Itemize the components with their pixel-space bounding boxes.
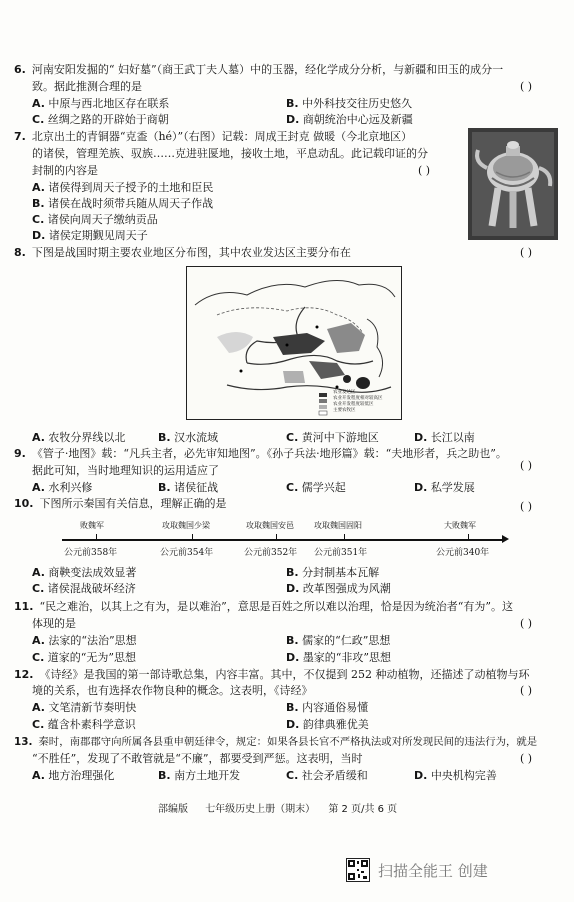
q13-option-a-text: 地方治理强化 bbox=[48, 769, 115, 782]
footer-page-number: 第 2 页/共 6 页 bbox=[328, 804, 398, 815]
q7-option-c[interactable]: C. 诸侯向周天子缴纳贡品 bbox=[32, 213, 158, 226]
q7-text1: 北京出土的青铜器“克盉（hé）”（右图）记载：周成王封克 做暖（今北京地区） bbox=[31, 130, 413, 143]
q13-option-d[interactable]: D. 中央机构完善 bbox=[414, 769, 497, 782]
q8-option-b-text: 汉水流域 bbox=[174, 431, 219, 444]
q10-option-a-text: 商鞅变法成效显著 bbox=[48, 566, 137, 579]
q11-text1: “民之难治，以其上之有为，是以难治”，意思是百姓之所以难以治理，恰是因为统治者“有为”。这 bbox=[39, 600, 513, 613]
q7-option-a[interactable]: A. 诸侯得到周天子授予的土地和臣民 bbox=[32, 181, 214, 194]
q12-option-a-text: 文笔清新节奏明快 bbox=[48, 701, 137, 714]
q13-option-c-text: 社会矛盾缓和 bbox=[301, 769, 368, 782]
q13-option-c[interactable]: C. 社会矛盾缓和 bbox=[286, 769, 368, 782]
bronze-he-vessel-photo bbox=[468, 128, 558, 240]
q12-number: 12. bbox=[14, 668, 34, 681]
timeline-tick bbox=[468, 534, 469, 540]
q13-answer-paren[interactable]: ( ) bbox=[520, 752, 533, 765]
timeline-tick bbox=[276, 534, 277, 540]
q8-option-a[interactable]: A. 农牧分界线以北 bbox=[32, 431, 126, 444]
q10-answer-paren[interactable]: ( ) bbox=[520, 500, 533, 513]
map-legend bbox=[333, 390, 383, 414]
timeline-year-label: 公元前351年 bbox=[314, 548, 368, 558]
q13-option-a[interactable]: A. 地方治理强化 bbox=[32, 769, 115, 782]
timeline-event-label: 攻取魏国安邑 bbox=[246, 521, 294, 530]
q8-option-a-text: 农牧分界线以北 bbox=[48, 431, 126, 444]
q9-stem-line1 bbox=[14, 447, 507, 461]
q11-option-c-text: 道家的“无为”思想 bbox=[47, 651, 137, 664]
q12-option-c-text: 蕴含朴素科学意识 bbox=[47, 718, 136, 731]
q11-option-a-text: 法家的“法治”思想 bbox=[48, 634, 137, 647]
q13-text1: 秦时，南郡郡守向所属各县重申朝廷律令，规定：如果各县长官不严格执法或对所发现民间的违法行为，就是 bbox=[38, 736, 538, 748]
q8-text1: 下图是战国时期主要农业地区分布图，其中农业发达区主要分布在 bbox=[31, 246, 351, 259]
q8-option-d-text: 长江以南 bbox=[430, 431, 475, 444]
q12-stem-line2: 境的关系，也有选择农作物良种的概念。这表明，《诗经》 bbox=[32, 684, 313, 697]
q7-option-a-text: 诸侯得到周天子授予的土地和臣民 bbox=[48, 181, 214, 194]
timeline-tick bbox=[192, 534, 193, 540]
q12-option-b-text: 内容通俗易懂 bbox=[302, 701, 369, 714]
q10-number: 10. bbox=[14, 497, 34, 510]
q6-option-c-text: 丝绸之路的开辟始于商朝 bbox=[47, 113, 169, 126]
q10-option-b-text: 分封制基本瓦解 bbox=[302, 566, 380, 579]
q7-option-b[interactable]: B. 诸侯在战时须带兵随从周天子作战 bbox=[32, 197, 214, 210]
q6-option-a-text: 中原与西北地区存在联系 bbox=[48, 97, 170, 110]
q6-option-d-text: 商朝统治中心远及新疆 bbox=[302, 113, 413, 126]
q6-answer-paren[interactable]: ( ) bbox=[520, 80, 533, 93]
q10-text1: 下图所示秦国有关信息，理解正确的是 bbox=[39, 497, 227, 510]
q11-option-d[interactable]: D. 墨家的“非攻”思想 bbox=[286, 651, 392, 664]
q10-option-d[interactable]: D. 改革图强成为风潮 bbox=[286, 582, 391, 595]
q8-option-b[interactable]: B. 汉水流域 bbox=[158, 431, 219, 444]
q6-option-d[interactable]: D. 商朝统治中心远及新疆 bbox=[286, 113, 413, 126]
q9-option-d[interactable]: D. 私学发展 bbox=[414, 481, 475, 494]
q8-stem bbox=[14, 246, 351, 260]
q11-stem-line2: 体现的是 bbox=[32, 617, 76, 630]
timeline-year-label: 公元前358年 bbox=[64, 548, 118, 558]
q11-number: 11. bbox=[14, 600, 34, 613]
q10-stem bbox=[14, 497, 227, 511]
q9-stem-line2: 据此可知，当时地理知识的运用适应了 bbox=[32, 464, 219, 477]
q7-option-d[interactable]: D. 诸侯定期觐见周天子 bbox=[32, 229, 148, 242]
q13-number: 13. bbox=[14, 736, 33, 748]
q8-option-c[interactable]: C. 黄河中下游地区 bbox=[286, 431, 379, 444]
timeline-event-label: 攻取魏国少梁 bbox=[162, 521, 210, 530]
scanner-watermark: 扫描全能王 创建 bbox=[378, 862, 488, 880]
q6-number: 6. bbox=[14, 63, 26, 76]
q7-stem-line1 bbox=[14, 130, 412, 144]
q7-stem-line3: 封制的内容是 bbox=[32, 164, 98, 177]
q9-option-b-text: 诸侯征战 bbox=[174, 481, 219, 494]
q9-option-d-text: 私学发展 bbox=[430, 481, 475, 494]
q13-stem-line2: “不胜任”，发现了不敢管就是“不廉”，都要受到严惩。这表明，当时 bbox=[32, 752, 363, 765]
q10-option-d-text: 改革图强成为风潮 bbox=[302, 582, 391, 595]
q10-option-c[interactable]: C. 诸侯混战破坏经济 bbox=[32, 582, 136, 595]
q7-number: 7. bbox=[14, 130, 26, 143]
q9-answer-paren[interactable]: ( ) bbox=[520, 459, 533, 472]
q6-option-a[interactable]: A. 中原与西北地区存在联系 bbox=[32, 97, 170, 110]
q6-stem-line2: 致。据此推测合理的是 bbox=[32, 80, 142, 93]
q9-option-a-text: 水利兴修 bbox=[48, 481, 93, 494]
timeline-tick bbox=[96, 534, 97, 540]
map-legend-item: 农业发达区 bbox=[333, 390, 356, 395]
q11-stem-line1 bbox=[14, 600, 513, 614]
timeline-event-label: 败魏军 bbox=[80, 521, 104, 530]
q6-option-b-text: 中外科技交往历史悠久 bbox=[302, 97, 413, 110]
q7-option-c-text: 诸侯向周天子缴纳贡品 bbox=[47, 213, 158, 226]
q11-option-d-text: 墨家的“非攻”思想 bbox=[302, 651, 392, 664]
q7-option-b-text: 诸侯在战时须带兵随从周天子作战 bbox=[48, 197, 214, 210]
map-legend-item: 农业开发程度较低区 bbox=[333, 402, 374, 407]
q6-stem-line1 bbox=[14, 63, 503, 77]
timeline-event-label: 攻取魏国固阳 bbox=[314, 521, 362, 530]
q9-option-b[interactable]: B. 诸侯征战 bbox=[158, 481, 219, 494]
timeline-tick bbox=[344, 534, 345, 540]
q12-option-d-text: 韵律典雅优美 bbox=[302, 718, 369, 731]
q8-answer-paren[interactable]: ( ) bbox=[520, 246, 533, 259]
q6-option-b[interactable]: B. 中外科技交往历史悠久 bbox=[286, 97, 413, 110]
q6-text1: 河南安阳发掘的“ 妇好墓”（商王武丁夫人墓）中的玉器，经化学成分分析，与新疆和田玉的成分一 bbox=[31, 63, 504, 76]
q11-option-b[interactable]: B. 儒家的“仁政”思想 bbox=[286, 634, 391, 647]
warring-states-agriculture-map bbox=[186, 266, 402, 420]
map-legend-item: 主要农牧区 bbox=[333, 408, 356, 413]
q12-option-a[interactable]: A. 文笔清新节奏明快 bbox=[32, 701, 137, 714]
q9-number: 9. bbox=[14, 447, 26, 460]
q11-option-a[interactable]: A. 法家的“法治”思想 bbox=[32, 634, 137, 647]
q13-option-d-text: 中央机构完善 bbox=[430, 769, 497, 782]
timeline-year-label: 公元前354年 bbox=[160, 548, 214, 558]
q6-option-c[interactable]: C. 丝绸之路的开辟始于商朝 bbox=[32, 113, 169, 126]
q10-option-b[interactable]: B. 分封制基本瓦解 bbox=[286, 566, 380, 579]
q11-option-c[interactable]: C. 道家的“无为”思想 bbox=[32, 651, 137, 664]
q10-option-a[interactable]: A. 商鞅变法成效显著 bbox=[32, 566, 137, 579]
timeline-year-label: 公元前352年 bbox=[244, 548, 298, 558]
q12-stem-line1 bbox=[14, 668, 530, 682]
footer bbox=[158, 800, 397, 815]
q10-option-c-text: 诸侯混战破坏经济 bbox=[47, 582, 136, 595]
timeline-year-label: 公元前340年 bbox=[436, 548, 490, 558]
footer-edition: 部编版 bbox=[158, 804, 188, 815]
map-legend-item: 农业开发程度相对较高区 bbox=[333, 396, 383, 401]
q11-answer-paren[interactable]: ( ) bbox=[520, 617, 533, 630]
q13-option-b-text: 南方土地开发 bbox=[174, 769, 241, 782]
q12-answer-paren[interactable]: ( ) bbox=[520, 684, 533, 697]
timeline-axis bbox=[62, 539, 504, 541]
q13-option-b[interactable]: B. 南方土地开发 bbox=[158, 769, 241, 782]
q8-option-d[interactable]: D. 长江以南 bbox=[414, 431, 475, 444]
q7-stem-line2: 的诸侯，管理羌族、驭族……克进驻匽地，接收土地，平息动乱。此记载印证的分 bbox=[32, 147, 428, 160]
footer-course: 七年级历史上册（期末） bbox=[205, 804, 316, 815]
timeline-event-label: 大败魏军 bbox=[444, 521, 476, 530]
q8-number: 8. bbox=[14, 246, 26, 259]
qr-code-icon bbox=[346, 858, 370, 882]
q7-option-d-text: 诸侯定期觐见周天子 bbox=[48, 229, 148, 242]
q12-text1: 《诗经》是我国的第一部诗歌总集，内容丰富。其中，不仅提到 252 种动植物，还描述了动植物与环 bbox=[39, 668, 530, 681]
q13-stem-line1 bbox=[14, 735, 537, 749]
q8-option-c-text: 黄河中下游地区 bbox=[301, 431, 379, 444]
q9-option-c-text: 儒学兴起 bbox=[301, 481, 346, 494]
timeline-arrow-icon bbox=[502, 535, 509, 543]
q9-text1: 《管子·地图》载：“凡兵主者，必先审知地图”。《孙子兵法·地形篇》载：“夫地形者，兵之助也”。 bbox=[31, 447, 507, 460]
q12-option-b[interactable]: B. 内容通俗易懂 bbox=[286, 701, 369, 714]
q9-option-c[interactable]: C. 儒学兴起 bbox=[286, 481, 346, 494]
q7-answer-paren[interactable]: ( ) bbox=[418, 164, 431, 177]
q9-option-a[interactable]: A. 水利兴修 bbox=[32, 481, 93, 494]
q12-option-d[interactable]: D. 韵律典雅优美 bbox=[286, 718, 369, 731]
q12-option-c[interactable]: C. 蕴含朴素科学意识 bbox=[32, 718, 136, 731]
q11-option-b-text: 儒家的“仁政”思想 bbox=[302, 634, 391, 647]
